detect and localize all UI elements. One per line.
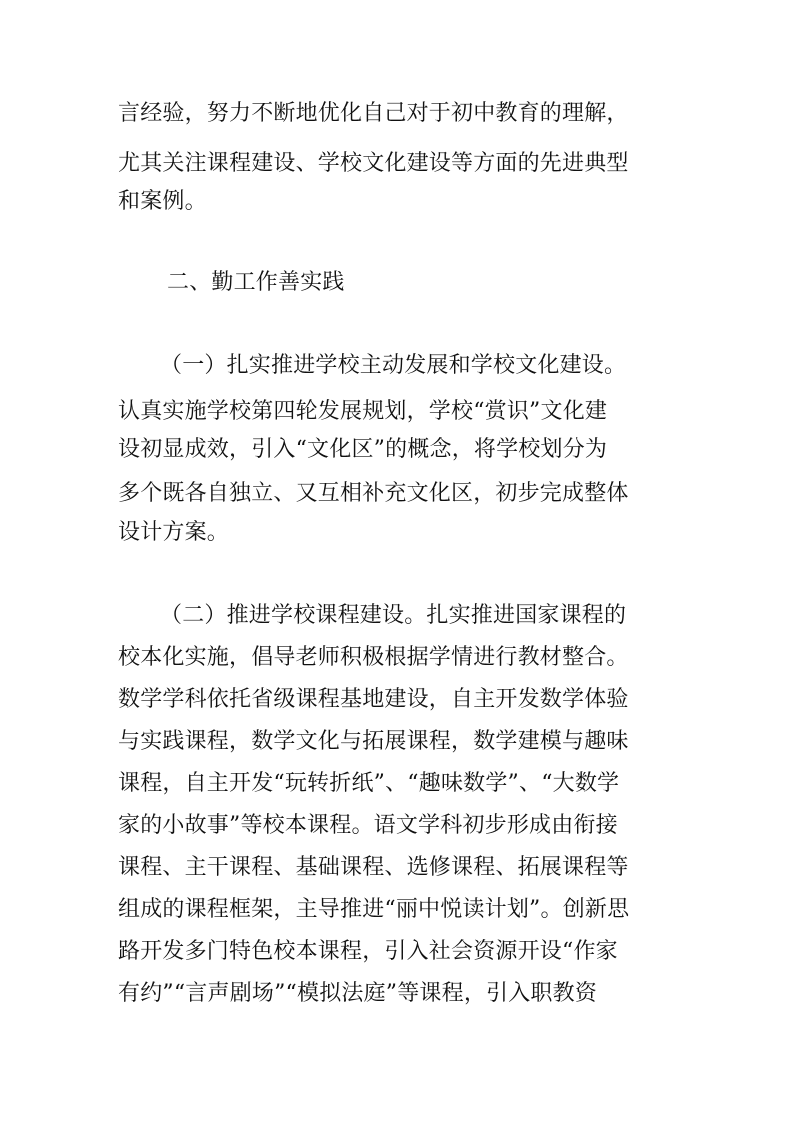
- paragraph-2-line-1: （一）扎实推进学校主动发展和学校文化建设。: [160, 353, 627, 378]
- paragraph-3-line-4: 与实践课程，数学文化与拓展课程，数学建模与趣味: [118, 729, 629, 754]
- paragraph-2-line-2: 认真实施学校第四轮发展规划，学校“赏识”文化建: [118, 399, 608, 424]
- paragraph-1-line-1: 言经验，努力不断地优化自己对于初中教育的理解，: [118, 101, 629, 126]
- paragraph-2-line-3: 设初显成效，引入“文化区”的概念，将学校划分为: [118, 437, 608, 462]
- paragraph-3-line-7: 课程、主干课程、基础课程、选修课程、拓展课程等: [118, 855, 629, 880]
- paragraph-1-line-3: 和案例。: [118, 189, 207, 214]
- paragraph-3-line-10: 有约”“言声剧场”“模拟法庭”等课程，引入职教资: [118, 981, 598, 1006]
- paragraph-3-line-9: 路开发多门特色校本课程，引入社会资源开设“作家: [118, 939, 618, 964]
- paragraph-3-line-5: 课程，自主开发“玩转折纸”、“趣味数学”、“大数学: [118, 771, 620, 796]
- paragraph-3-line-1: （二）推进学校课程建设。扎实推进国家课程的: [160, 603, 627, 628]
- paragraph-3-line-8: 组成的课程框架，主导推进“丽中悦读计划”。创新思: [118, 897, 630, 922]
- paragraph-2-line-5: 设计方案。: [118, 520, 230, 545]
- paragraph-3-line-2: 校本化实施，倡导老师积极根据学情进行教材整合。: [118, 645, 629, 670]
- section-heading: 二、勤工作善实践: [167, 270, 345, 295]
- paragraph-3-line-3: 数学学科依托省级课程基地建设，自主开发数学体验: [118, 687, 629, 712]
- paragraph-3-line-6: 家的小故事”等校本课程。语文学科初步形成由衔接: [118, 813, 618, 838]
- paragraph-1-line-2: 尤其关注课程建设、学校文化建设等方面的先进典型: [118, 151, 629, 176]
- paragraph-2-line-4: 多个既各自独立、又互相补充文化区，初步完成整体: [118, 481, 629, 506]
